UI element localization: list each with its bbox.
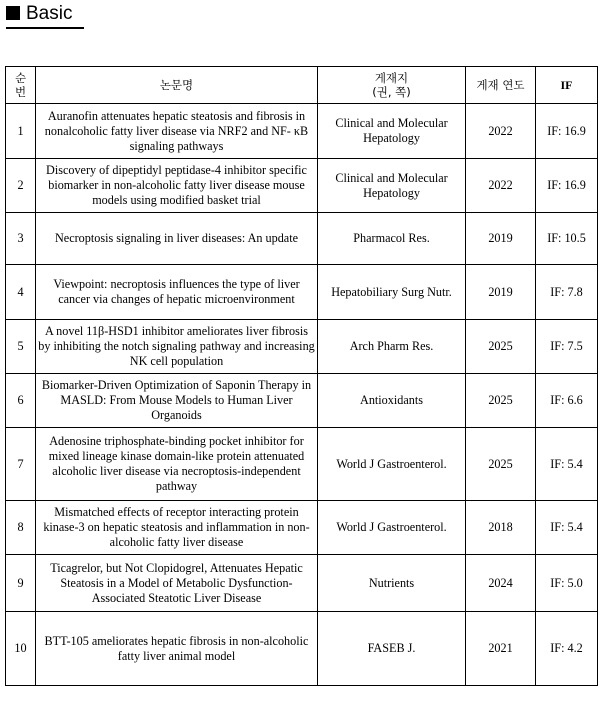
impact-factor: IF: 16.9 [536,104,598,159]
journal-name: World J Gastroenterol. [318,501,466,555]
table-row [6,213,598,265]
row-number: 3 [6,213,36,265]
table-row [6,320,598,374]
table-row [6,555,598,612]
header-title: 논문명 [36,67,318,104]
black-square-icon [6,6,20,20]
impact-factor: IF: 10.5 [536,213,598,265]
header-impact-factor: IF [536,67,598,104]
publication-table [5,66,598,686]
publication-year: 2018 [466,501,536,555]
paper-title: Auranofin attenuates hepatic steatosis and fibrosis in nonalcoholic fatty liver disease via NRF2 and NF- κB signaling pathways [36,104,318,159]
paper-title: Discovery of dipeptidyl peptidase-4 inhibitor specific biomarker in non-alcoholic fatty liver disease mouse models using modified basket trial [36,159,318,213]
paper-title: Biomarker-Driven Optimization of Saponin Therapy in MASLD: From Mouse Models to Human Liver Organoids [36,374,318,428]
section-title: Basic [26,3,73,24]
table-row [6,265,598,320]
publication-year: 2022 [466,104,536,159]
paper-title: Necroptosis signaling in liver diseases: An update [36,213,318,265]
journal-name: Clinical and Molecular Hepatology [318,159,466,213]
impact-factor: IF: 5.0 [536,555,598,612]
publication-year: 2025 [466,320,536,374]
paper-title: Viewpoint: necroptosis influences the type of liver cancer via changes of hepatic microenvironment [36,265,318,320]
row-number: 8 [6,501,36,555]
journal-name: Antioxidants [318,374,466,428]
impact-factor: IF: 4.2 [536,612,598,686]
row-number: 9 [6,555,36,612]
row-number: 6 [6,374,36,428]
impact-factor: IF: 16.9 [536,159,598,213]
section-heading [6,3,84,29]
paper-title: Ticagrelor, but Not Clopidogrel, Attenuates Hepatic Steatosis in a Model of Metabolic Dysfunction-Associated Steatotic Liver Disease [36,555,318,612]
paper-title: Mismatched effects of receptor interacting protein kinase-3 on hepatic steatosis and inflammation in non-alcoholic fatty liver disease [36,501,318,555]
publication-year: 2025 [466,374,536,428]
journal-name: Clinical and Molecular Hepatology [318,104,466,159]
journal-name: Pharmacol Res. [318,213,466,265]
table-row [6,104,598,159]
paper-title: Adenosine triphosphate-binding pocket inhibitor for mixed lineage kinase domain-like protein attenuated alcoholic liver disease via necroptosis-independent pathway [36,428,318,501]
row-number: 2 [6,159,36,213]
row-number: 5 [6,320,36,374]
paper-title: A novel 11β-HSD1 inhibitor ameliorates liver fibrosis by inhibiting the notch signaling pathway and increasing NK cell population [36,320,318,374]
row-number: 4 [6,265,36,320]
publication-year: 2025 [466,428,536,501]
table-row [6,428,598,501]
publication-year: 2019 [466,265,536,320]
header-number: 순 번 [6,67,36,104]
journal-name: World J Gastroenterol. [318,428,466,501]
table-row [6,612,598,686]
publication-year: 2022 [466,159,536,213]
publication-year: 2024 [466,555,536,612]
table-header-row [6,67,598,104]
journal-name: Hepatobiliary Surg Nutr. [318,265,466,320]
row-number: 1 [6,104,36,159]
table-row [6,501,598,555]
table-row [6,159,598,213]
impact-factor: IF: 5.4 [536,428,598,501]
row-number: 10 [6,612,36,686]
header-year: 게재 연도 [466,67,536,104]
publication-year: 2021 [466,612,536,686]
publication-year: 2019 [466,213,536,265]
journal-name: Nutrients [318,555,466,612]
journal-name: FASEB J. [318,612,466,686]
header-venue: 게재지 (권, 쪽) [318,67,466,104]
impact-factor: IF: 5.4 [536,501,598,555]
journal-name: Arch Pharm Res. [318,320,466,374]
impact-factor: IF: 7.5 [536,320,598,374]
impact-factor: IF: 7.8 [536,265,598,320]
row-number: 7 [6,428,36,501]
paper-title: BTT-105 ameliorates hepatic fibrosis in non-alcoholic fatty liver animal model [36,612,318,686]
impact-factor: IF: 6.6 [536,374,598,428]
table-row [6,374,598,428]
